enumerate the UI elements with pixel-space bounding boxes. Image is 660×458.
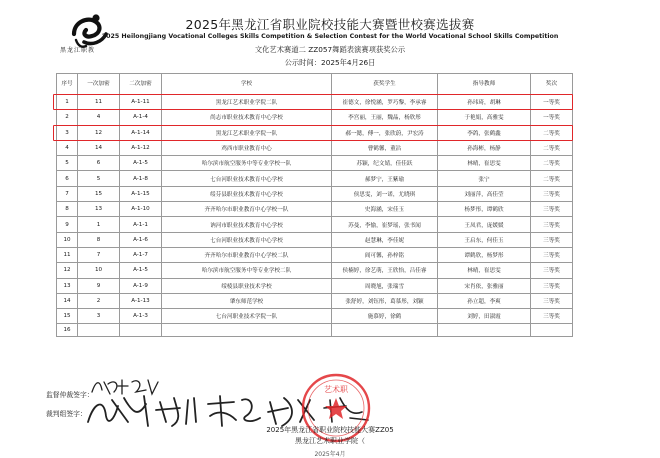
table-row — [57, 171, 573, 186]
cell-award: 三等奖 — [531, 293, 573, 308]
judge-signature-label: 裁判组签字： — [46, 410, 87, 418]
page-subtitle: 2025 Heilongjiang Vocational Colleges Skills Competition & Selection Contest for the World Vocational School Skills Competition — [101, 33, 559, 40]
cell-award: 三等奖 — [531, 278, 573, 293]
cell-students: 苏颖，纪文婧，佳佳跃 — [332, 156, 438, 171]
cell-award — [531, 324, 573, 337]
cell-index: 12 — [57, 263, 78, 278]
cell-school: 黑龙江艺术职业学院二队 — [162, 95, 332, 110]
table-row — [57, 293, 573, 308]
cell-second-code: A-1-5 — [120, 156, 162, 171]
event-name: 文化艺术赛道二 ZZ057舞蹈表演赛项获奖公示 — [254, 45, 406, 54]
cell-index: 7 — [57, 186, 78, 201]
table-row — [57, 232, 573, 247]
cell-students: 赵慧琳，李佳妮 — [332, 232, 438, 247]
cell-index: 14 — [57, 293, 78, 308]
cell-students: 郝梦宁，王紫瑜 — [332, 171, 438, 186]
cell-index: 15 — [57, 309, 78, 324]
cell-school: 七台河职业技术教育中心学校 — [162, 232, 332, 247]
cell-teachers: 孙玮琦，胡琳 — [438, 95, 531, 110]
cell-second-code: A-1-15 — [120, 186, 162, 201]
cell-first-code: 11 — [78, 95, 120, 110]
seal-text: 艺术职 — [324, 385, 348, 394]
cell-index: 6 — [57, 171, 78, 186]
cell-school: 齐齐哈尔市职业教育中心学校二队 — [162, 247, 332, 262]
cell-school: 七台河职业技术教育中心学校 — [162, 171, 332, 186]
cell-school: 哈尔滨市航空服务中等专业学校二队 — [162, 263, 332, 278]
table-row — [57, 110, 573, 125]
cell-school: 肇东师范学校 — [162, 293, 332, 308]
cell-school: 七台河职业技术学院一队 — [162, 309, 332, 324]
table-row — [57, 140, 573, 155]
col-header-students: 获奖学生 — [332, 74, 438, 95]
cell-second-code — [120, 324, 162, 337]
cell-students: 张舒婷，刘钰彤，葛慕彤，刘颖 — [332, 293, 438, 308]
col-header-second-code: 二次加密 — [120, 74, 162, 95]
cell-students: 周晓旭，张瑞雪 — [332, 278, 438, 293]
supervisor-signature-label: 监督仲裁签字： — [46, 391, 94, 399]
cell-award: 一等奖 — [531, 110, 573, 125]
col-header-index: 序号 — [57, 74, 78, 95]
cell-award: 三等奖 — [531, 247, 573, 262]
table-row — [57, 186, 573, 201]
announcement-date: 公示时间：2025年4月26日 — [284, 58, 376, 67]
cell-index: 16 — [57, 324, 78, 337]
cell-teachers: 王启东，何佳玉 — [438, 232, 531, 247]
cell-students: 郝一懿，傅一，张欣蔚，尹宏涛 — [332, 125, 438, 140]
table-row — [57, 202, 573, 217]
cell-first-code: 15 — [78, 186, 120, 201]
table-row — [57, 247, 573, 262]
cell-index: 4 — [57, 140, 78, 155]
cell-teachers: 李鸽，张鹤鑫 — [438, 125, 531, 140]
cell-first-code: 6 — [78, 156, 120, 171]
cell-second-code: A-1-14 — [120, 125, 162, 140]
cell-award: 三等奖 — [531, 309, 573, 324]
table-row — [57, 309, 573, 324]
table-header-row — [57, 74, 573, 95]
cell-teachers: 刘丽萍，高佳莹 — [438, 186, 531, 201]
cell-first-code: 9 — [78, 278, 120, 293]
table-row — [57, 263, 573, 278]
cell-first-code: 4 — [78, 110, 120, 125]
cell-students: 施慕婷，徐鹤 — [332, 309, 438, 324]
cell-teachers: 孙海彬，杨静 — [438, 140, 531, 155]
cell-school: 鸡西市职业教育中心 — [162, 140, 332, 155]
cell-second-code: A-1-3 — [120, 309, 162, 324]
cell-award: 二等奖 — [531, 125, 573, 140]
cell-index: 8 — [57, 202, 78, 217]
highlight-row-3 — [53, 125, 573, 141]
cell-award: 三等奖 — [531, 263, 573, 278]
results-table — [56, 73, 573, 337]
cell-school: 齐齐哈尔市职业教育中心学校一队 — [162, 202, 332, 217]
table-row — [57, 156, 573, 171]
cell-students: 李宫丽，王丽，魏晶，杨欣彤 — [332, 110, 438, 125]
footer-date: 2025年4月 — [314, 451, 346, 458]
cell-first-code: 8 — [78, 232, 120, 247]
cell-index: 1 — [57, 95, 78, 110]
cell-first-code: 1 — [78, 217, 120, 232]
col-header-first-code: 一次加密 — [78, 74, 120, 95]
cell-students: 阎可馨，孙梓铭 — [332, 247, 438, 262]
cell-first-code: 13 — [78, 202, 120, 217]
cell-teachers: 杨梦彤，谭鹤欣 — [438, 202, 531, 217]
table-row — [57, 324, 573, 337]
cell-school: 黑龙江艺术职业学院一队 — [162, 125, 332, 140]
highlight-row-1 — [53, 94, 573, 110]
cell-first-code: 14 — [78, 140, 120, 155]
cell-first-code: 5 — [78, 171, 120, 186]
cell-award: 三等奖 — [531, 232, 573, 247]
cell-teachers: 林晴，崔思雯 — [438, 156, 531, 171]
cell-school — [162, 324, 332, 337]
cell-index: 3 — [57, 125, 78, 140]
cell-award: 二等奖 — [531, 156, 573, 171]
cell-teachers: 刘婷，田淑霞 — [438, 309, 531, 324]
cell-students: 苏曼，李愉，崔梦瑶，张书闻 — [332, 217, 438, 232]
page-title: 2025年黑龙江省职业院校技能大赛暨世校赛选拔赛 — [185, 17, 475, 32]
cell-teachers: 宋肖依，张雅丽 — [438, 278, 531, 293]
cell-students: 侯楠婷，徐艺萌，王欣怡，吕佳睿 — [332, 263, 438, 278]
cell-students: 曹鹤馨，董沾 — [332, 140, 438, 155]
cell-teachers: 林晴，崔思雯 — [438, 263, 531, 278]
cell-first-code: 10 — [78, 263, 120, 278]
cell-award: 一等奖 — [531, 95, 573, 110]
footer-organizer: 黑龙江艺术职业学院（ — [295, 437, 365, 445]
cell-index: 11 — [57, 247, 78, 262]
cell-school: 尚志市职业技术教育中心学校 — [162, 110, 332, 125]
cell-index: 10 — [57, 232, 78, 247]
cell-first-code: 3 — [78, 309, 120, 324]
col-header-award: 奖次 — [531, 74, 573, 95]
cell-second-code: A-1-6 — [120, 232, 162, 247]
cell-second-code: A-1-10 — [120, 202, 162, 217]
cell-second-code: A-1-13 — [120, 293, 162, 308]
cell-index: 13 — [57, 278, 78, 293]
cell-second-code: A-1-12 — [120, 140, 162, 155]
logo-caption: 黑龙江职教 — [60, 47, 96, 54]
cell-award: 三等奖 — [531, 186, 573, 201]
cell-index: 5 — [57, 156, 78, 171]
cell-teachers: 张宁 — [438, 171, 531, 186]
table-row — [57, 278, 573, 293]
cell-students: 崔德文，徐悦涵，罗巧黎，李承睿 — [332, 95, 438, 110]
cell-award: 三等奖 — [531, 202, 573, 217]
cell-second-code: A-1-5 — [120, 263, 162, 278]
cell-teachers: 于艳娟，高雅雯 — [438, 110, 531, 125]
cell-index: 9 — [57, 217, 78, 232]
cell-first-code: 12 — [78, 125, 120, 140]
cell-teachers: 王凤君，庞媛媛 — [438, 217, 531, 232]
cell-students — [332, 324, 438, 337]
cell-award: 二等奖 — [531, 140, 573, 155]
cell-teachers: 孙立超，李爽 — [438, 293, 531, 308]
cell-first-code — [78, 324, 120, 337]
cell-second-code: A-1-11 — [120, 95, 162, 110]
cell-first-code: 7 — [78, 247, 120, 262]
cell-school: 讷河市职业技术教育中心学校 — [162, 217, 332, 232]
cell-school: 绥芬县职业技术教育中心学校 — [162, 186, 332, 201]
cell-second-code: A-1-1 — [120, 217, 162, 232]
cell-students: 史海涵，宋佳玉 — [332, 202, 438, 217]
cell-school: 哈尔滨市航空服务中等专业学校一队 — [162, 156, 332, 171]
cell-second-code: A-1-4 — [120, 110, 162, 125]
cell-school: 绥棱县职业技术学校 — [162, 278, 332, 293]
cell-teachers: 谭鹤欣，杨梦彤 — [438, 247, 531, 262]
table-row — [57, 217, 573, 232]
cell-second-code: A-1-8 — [120, 171, 162, 186]
cell-teachers — [438, 324, 531, 337]
col-header-teachers: 指导教师 — [438, 74, 531, 95]
cell-award: 二等奖 — [531, 171, 573, 186]
cell-award: 三等奖 — [531, 217, 573, 232]
cell-index: 2 — [57, 110, 78, 125]
cell-second-code: A-1-9 — [120, 278, 162, 293]
col-header-school: 学校 — [162, 74, 332, 95]
cell-second-code: A-1-7 — [120, 247, 162, 262]
footer-competition: 2025年黑龙江省职业院校技能大赛ZZ05 — [266, 426, 394, 434]
cell-students: 侯思雯，刘一诺，尤晓琪 — [332, 186, 438, 201]
cell-first-code: 2 — [78, 293, 120, 308]
